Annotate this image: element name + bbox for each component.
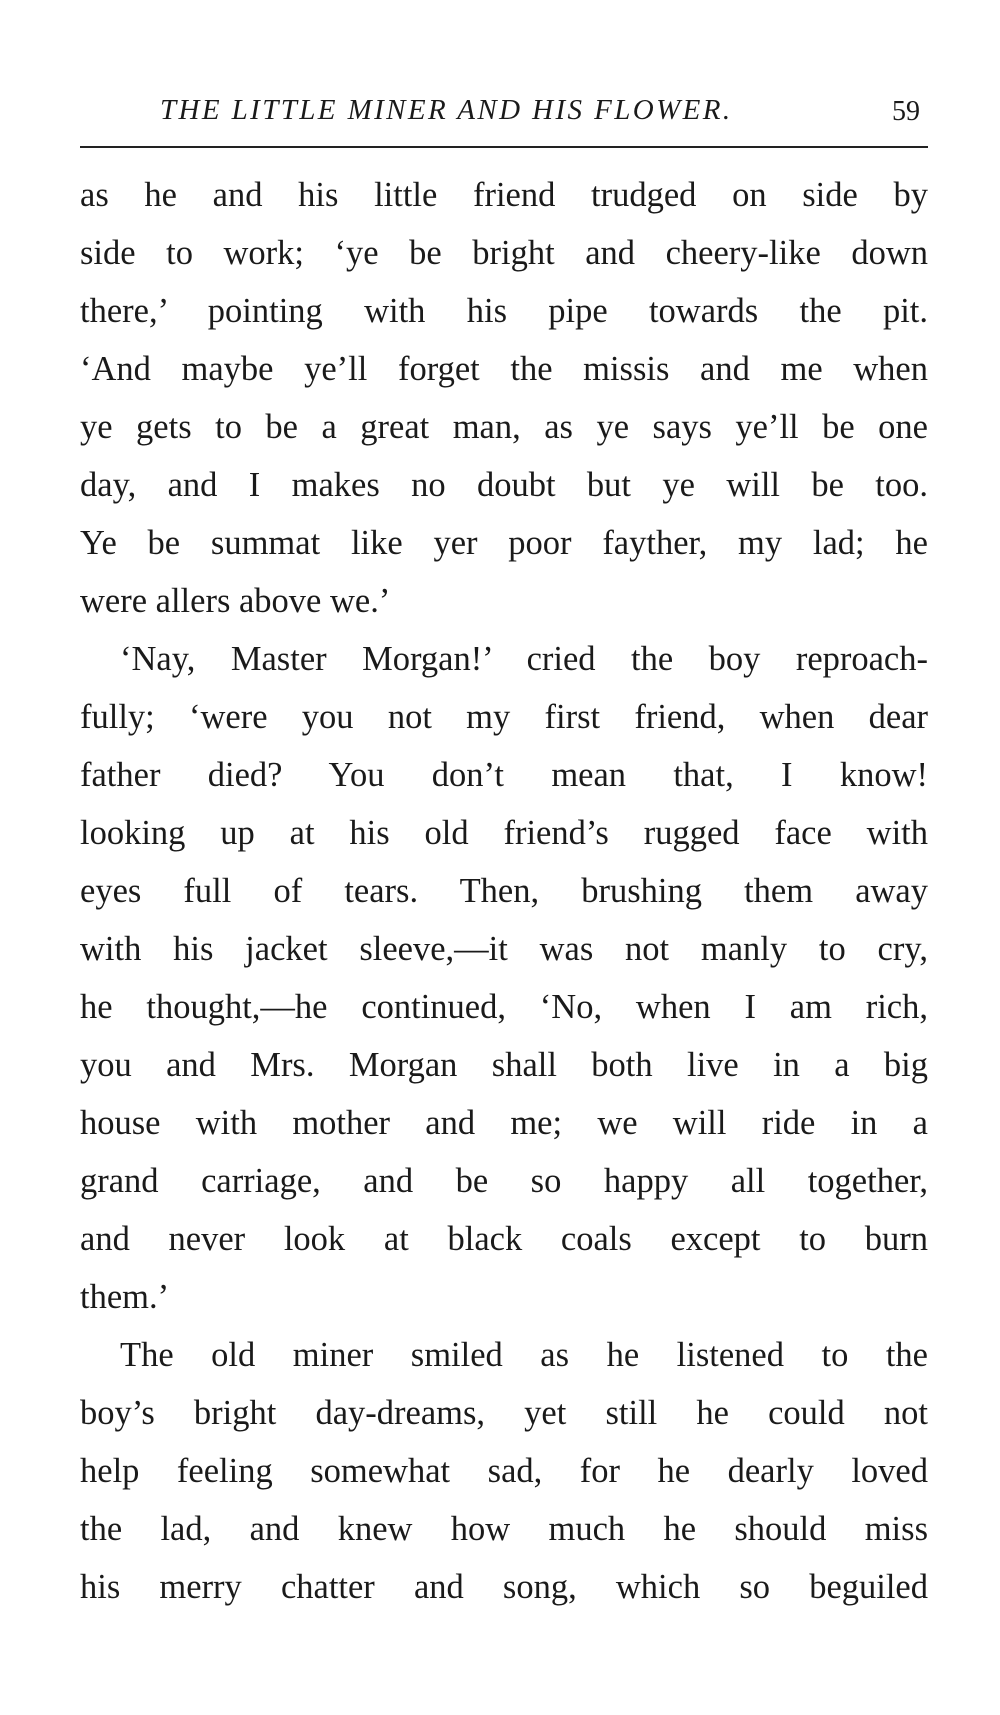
text-line: he thought,—he continued, ‘No, when I am rich, bbox=[80, 988, 928, 1026]
text-line: and never look at black coals except to burn bbox=[80, 1220, 928, 1258]
text-line: with his jacket sleeve,—it was not manly to cry, bbox=[80, 930, 928, 968]
text-line: ‘And maybe ye’ll forget the missis and me when bbox=[80, 350, 928, 388]
text-line: his merry chatter and song, which so beguiled bbox=[80, 1568, 928, 1606]
text-line: looking up at his old friend’s rugged face with bbox=[80, 814, 928, 852]
text-line: you and Mrs. Morgan shall both live in a big bbox=[80, 1046, 928, 1084]
page-number: 59 bbox=[892, 96, 920, 127]
text-line: day, and I makes no doubt but ye will be too. bbox=[80, 466, 928, 504]
text-line: there,’ pointing with his pipe towards the pit. bbox=[80, 292, 928, 330]
header-rule bbox=[80, 146, 928, 148]
text-line: side to work; ‘ye be bright and cheery-like down bbox=[80, 234, 928, 272]
text-line: father died? You don’t mean that, I know! bbox=[80, 756, 928, 794]
running-head bbox=[80, 92, 930, 136]
text-line: Ye be summat like yer poor fayther, my lad; he bbox=[80, 524, 928, 562]
text-line: ye gets to be a great man, as ye says ye’ll be one bbox=[80, 408, 928, 446]
text-line: the lad, and knew how much he should miss bbox=[80, 1510, 928, 1548]
text-line: grand carriage, and be so happy all together, bbox=[80, 1162, 928, 1200]
text-line: ‘Nay, Master Morgan!’ cried the boy reproach- bbox=[120, 640, 928, 678]
text-line: house with mother and me; we will ride in a bbox=[80, 1104, 928, 1142]
text-line: help feeling somewhat sad, for he dearly loved bbox=[80, 1452, 928, 1490]
text-line: as he and his little friend trudged on side by bbox=[80, 176, 928, 214]
text-line: eyes full of tears. Then, brushing them away bbox=[80, 872, 928, 910]
text-line: The old miner smiled as he listened to the bbox=[120, 1336, 928, 1374]
text-line: fully; ‘were you not my first friend, when dear bbox=[80, 698, 928, 736]
text-line: were allers above we.’ bbox=[80, 582, 391, 620]
body-text bbox=[80, 166, 928, 1616]
text-line: boy’s bright day-dreams, yet still he could not bbox=[80, 1394, 928, 1432]
text-line: them.’ bbox=[80, 1278, 170, 1316]
running-title: THE LITTLE MINER AND HIS FLOWER. bbox=[160, 94, 733, 126]
